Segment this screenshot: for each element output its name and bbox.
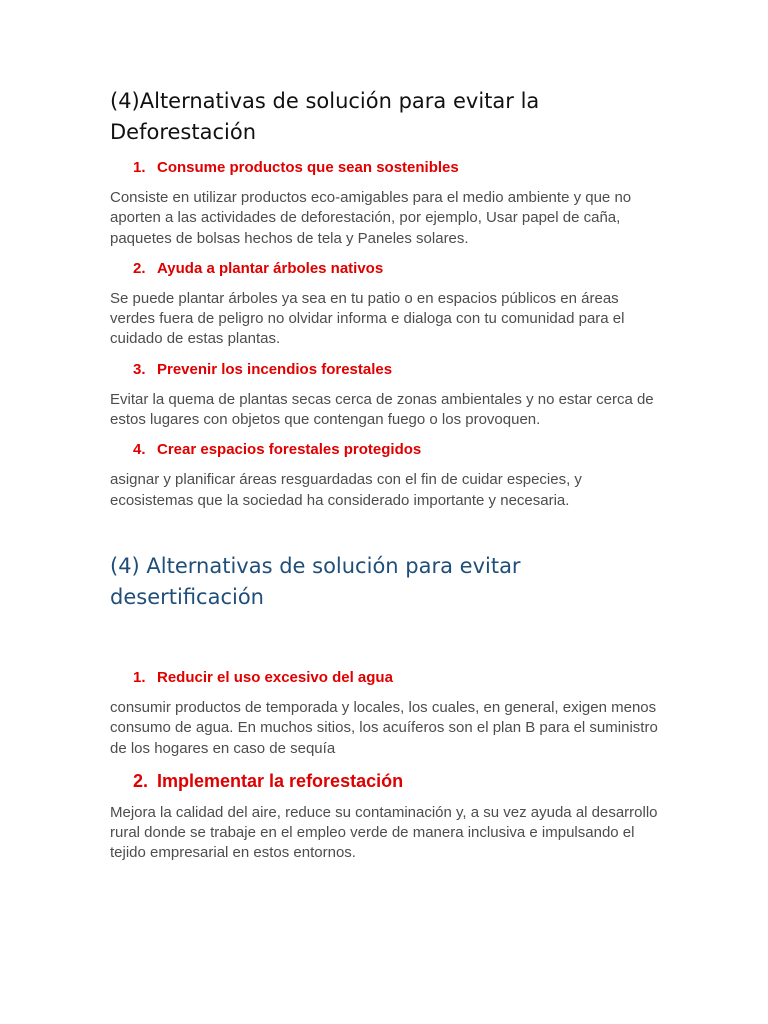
section1-item-3-text: Evitar la quema de plantas secas cerca de zonas ambientales y no estar cerca de estos lugares con objetos que contengan fuego o los provoquen. bbox=[110, 390, 654, 429]
item-heading-text: Consume productos que sean sostenibles bbox=[157, 159, 459, 176]
section2-item-1-text: consumir productos de temporada y locales, los cuales, en general, exigen menos consumo de agua. En muchos sitios, los acuíferos son el plan B para el suministro de los hogares en caso de sequía bbox=[110, 698, 658, 757]
item-heading-text: Ayuda a plantar árboles nativos bbox=[157, 259, 384, 277]
section2-title bbox=[110, 551, 660, 613]
item-number: 4. bbox=[133, 441, 146, 459]
section1-item-1-text: Consiste en utilizar productos eco-amigables para el medio ambiente y que no aporten a las actividades de deforestación, por ejemplo, Usar papel de caña, paquetes de bolsas hechos de tela y Paneles solares. bbox=[110, 189, 632, 247]
item-number: 3. bbox=[133, 360, 146, 378]
item-heading-text: Crear espacios forestales protegidos bbox=[157, 441, 422, 459]
item-number: 2. bbox=[133, 770, 149, 791]
section1-title bbox=[110, 86, 660, 148]
section2-title-line1: (4) Alternativas de solución para evitar bbox=[110, 553, 521, 578]
section1-title-line2: Deforestación bbox=[110, 120, 257, 144]
section2-title-line2: desertificación bbox=[110, 584, 264, 609]
section2-item-2-text: Mejora la calidad del aire, reduce su contaminación y, a su vez ayuda al desarrollo rural donde se trabaje en el empleo verde de manera inclusiva e impulsando el tejido empresarial en estos entornos. bbox=[110, 803, 658, 862]
item-number: 2. bbox=[133, 259, 146, 277]
section1-title-line1: (4)Alternativas de solución para evitar la bbox=[110, 89, 540, 113]
section1-item-3-heading bbox=[110, 360, 660, 380]
item-heading-text: Prevenir los incendios forestales bbox=[157, 360, 393, 378]
document-page bbox=[110, 86, 660, 864]
section1-item-2-text: Se puede plantar árboles ya sea en tu patio o en espacios públicos en áreas verdes fuera de peligro no olvidar informa e dialoga con tu comunidad para el cuidado de estas plantas. bbox=[110, 289, 625, 348]
item-number: 1. bbox=[133, 159, 146, 176]
section2-item-1-heading bbox=[110, 668, 660, 688]
item-heading-text: Implementar la reforestación bbox=[157, 770, 404, 791]
section1-item-4-text: asignar y planificar áreas resguardadas con el fin de cuidar especies, y ecosistemas que la sociedad ha considerado importante y necesaria. bbox=[110, 471, 582, 509]
item-number: 1. bbox=[133, 668, 146, 686]
item-heading-text: Reducir el uso excesivo del agua bbox=[157, 668, 393, 686]
section1-item-2-heading bbox=[110, 259, 660, 279]
section1-item-4-heading bbox=[110, 440, 660, 460]
section1-item-1-heading bbox=[110, 158, 660, 178]
section2-item-2-heading bbox=[110, 769, 660, 793]
